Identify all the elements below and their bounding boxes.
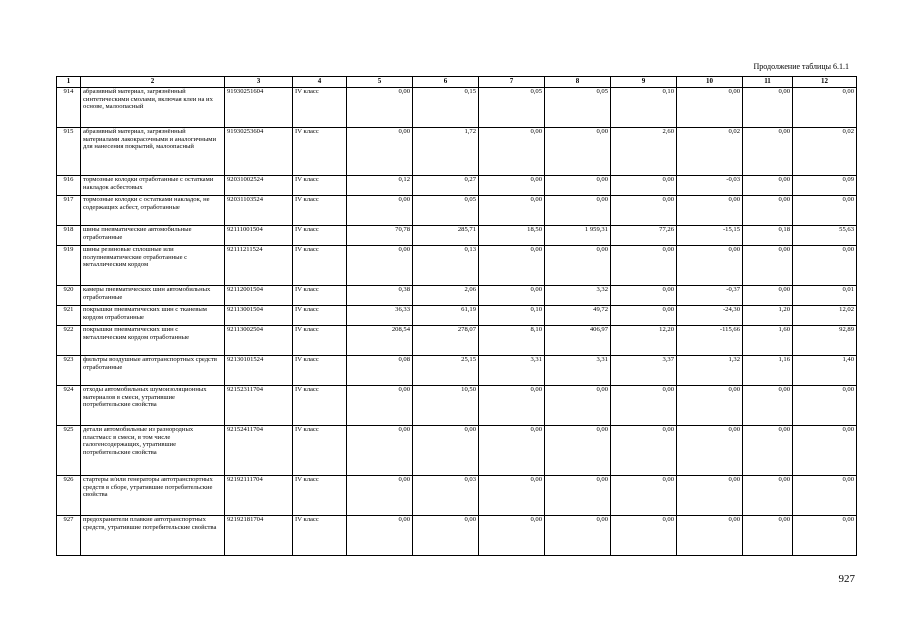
table-cell: фильтры воздушные автотранспортных средств отработанные [81,356,225,386]
table-cell: 0,00 [545,476,611,516]
table-cell: 0,00 [347,196,413,226]
table-cell: 0,00 [347,88,413,128]
table-cell: шины пневматические автомобильные отработанные [81,226,225,246]
table-cell: 0,02 [793,128,857,176]
table-cell: 0,02 [677,128,743,176]
table-cell: 2,06 [413,286,479,306]
table-cell: детали автомобильные из разнородных пластмасс в смеси, в том числе галогенсодержащих, утратившие потребительские свойства [81,426,225,476]
table-cell: 0,00 [793,386,857,426]
table-row [57,326,857,356]
table-row [57,88,857,128]
table-cell: 92,89 [793,326,857,356]
table-cell: 0,00 [545,176,611,196]
table-cell: 0,00 [677,516,743,556]
table-cell: тормозные колодки с остатками накладок, не содержащих асбест, отработанные [81,196,225,226]
table-cell: 0,00 [677,196,743,226]
table-cell: -0,03 [677,176,743,196]
table-cell: -115,66 [677,326,743,356]
table-row [57,516,857,556]
table-cell: 12,20 [611,326,677,356]
table-row [57,226,857,246]
table-row [57,426,857,476]
table-cell: 926 [57,476,81,516]
table-cell: 3,31 [545,356,611,386]
table-cell: 0,00 [347,426,413,476]
table-cell: 0,00 [743,476,793,516]
table-cell: 0,00 [545,386,611,426]
table-cell: 0,00 [545,246,611,286]
table-cell: 0,00 [743,386,793,426]
table-cell: IV класс [293,516,347,556]
table-cell: -15,15 [677,226,743,246]
table-cell: 10,50 [413,386,479,426]
column-header: 9 [611,77,677,88]
table-cell: -0,37 [677,286,743,306]
column-header: 3 [225,77,293,88]
table-cell: 2,60 [611,128,677,176]
table-cell: 92031103524 [225,196,293,226]
table-cell: 92152311704 [225,386,293,426]
table-cell: 0,00 [347,386,413,426]
table-cell: 0,05 [545,88,611,128]
table-cell: 0,00 [743,286,793,306]
table-cell: 0,00 [479,128,545,176]
table-cell: 0,00 [793,88,857,128]
table-cell: 3,37 [611,356,677,386]
table-cell: IV класс [293,128,347,176]
column-header: 6 [413,77,479,88]
table-cell: 918 [57,226,81,246]
table-cell: 0,00 [347,516,413,556]
table-cell: 0,00 [793,476,857,516]
table-cell: 0,00 [611,476,677,516]
table-cell: стартеры и/или генераторы автотранспортных средств в сборе, утратившие потребительские свойства [81,476,225,516]
table-cell: 1,40 [793,356,857,386]
table-cell: 0,00 [743,176,793,196]
table-cell: IV класс [293,246,347,286]
table-cell: 70,78 [347,226,413,246]
table-row [57,386,857,426]
table-cell: 92113001504 [225,306,293,326]
table-cell: 0,00 [743,128,793,176]
table-cell: 0,00 [677,386,743,426]
table-cell: 0,00 [545,516,611,556]
table-cell: 0,00 [743,516,793,556]
table-cell: 25,15 [413,356,479,386]
table-cell: 12,02 [793,306,857,326]
table-cell: 278,07 [413,326,479,356]
table-cell: 0,00 [479,476,545,516]
table-cell: 0,00 [611,386,677,426]
table-cell: покрышки пневматических шин с металлическим кордом отработанные [81,326,225,356]
table-cell: 0,00 [793,196,857,226]
table-body [57,88,857,556]
table-row [57,128,857,176]
table-cell: 92111211524 [225,246,293,286]
table-cell: 1 959,31 [545,226,611,246]
column-header: 10 [677,77,743,88]
table-cell: 0,00 [479,286,545,306]
table-cell: -24,30 [677,306,743,326]
table-cell: 922 [57,326,81,356]
table-cell: IV класс [293,386,347,426]
table-row [57,246,857,286]
table-cell: 0,18 [743,226,793,246]
table-row [57,306,857,326]
table-cell: 3,31 [479,356,545,386]
table-cell: предохранители плавкие автотранспортных средств, утратившие потребительские свойства [81,516,225,556]
column-header: 5 [347,77,413,88]
table-cell: 921 [57,306,81,326]
table-cell: 0,10 [611,88,677,128]
table-row [57,286,857,306]
column-header: 2 [81,77,225,88]
table-cell: 0,00 [677,88,743,128]
table-cell: 0,00 [677,476,743,516]
table-cell: 0,27 [413,176,479,196]
table-cell: 0,08 [347,356,413,386]
table-cell: 0,00 [611,176,677,196]
table-cell: 0,00 [743,246,793,286]
data-table [56,76,857,556]
table-cell: 0,00 [677,426,743,476]
table-caption: Продолжение таблицы 6.1.1 [753,62,849,71]
table-cell: 3,32 [545,286,611,306]
table-cell: 0,10 [479,306,545,326]
table-cell: IV класс [293,426,347,476]
table-cell: 92113002504 [225,326,293,356]
table-cell: абразивный материал, загрязнённый материалами лакокрасочными и аналогичными для нанесения покрытий, малоопасный [81,128,225,176]
table-cell: 0,00 [611,426,677,476]
table-cell: 92130101524 [225,356,293,386]
table-cell: 917 [57,196,81,226]
table-cell: 91930253604 [225,128,293,176]
table-cell: 0,00 [545,196,611,226]
table-cell: IV класс [293,476,347,516]
table-cell: 916 [57,176,81,196]
table-row [57,476,857,516]
table-cell: IV класс [293,88,347,128]
column-header: 12 [793,77,857,88]
table-cell: IV класс [293,196,347,226]
table-header-row [57,77,857,88]
table-cell: IV класс [293,326,347,356]
table-cell: 0,00 [479,426,545,476]
table-cell: 0,00 [347,246,413,286]
table-cell: 0,05 [479,88,545,128]
table-cell: 55,63 [793,226,857,246]
table-cell: 0,00 [479,516,545,556]
table-cell: 925 [57,426,81,476]
table-cell: покрышки пневматических шин с тканевым кордом отработанные [81,306,225,326]
table-cell: 0,00 [611,516,677,556]
table-cell: 0,05 [413,196,479,226]
table-cell: камеры пневматических шин автомобильных отработанные [81,286,225,306]
table-cell: 92111001504 [225,226,293,246]
table-cell: 18,50 [479,226,545,246]
table-cell: 0,01 [793,286,857,306]
table-cell: 919 [57,246,81,286]
table-cell: 924 [57,386,81,426]
table-cell: IV класс [293,286,347,306]
table-cell: IV класс [293,176,347,196]
table-cell: 0,13 [413,246,479,286]
table-cell: шины резиновые сплошные или полупневматические отработанные с металлическим кордом [81,246,225,286]
table-cell: 0,15 [413,88,479,128]
table-cell: 0,00 [677,246,743,286]
table-cell: 915 [57,128,81,176]
table-cell: 208,54 [347,326,413,356]
table-cell: 0,00 [793,246,857,286]
table-cell: тормозные колодки отработанные с остатками накладок асбестовых [81,176,225,196]
table-cell: 0,00 [743,196,793,226]
table-cell: отходы автомобильных шумоизоляционных материалов в смеси, утратившие потребительские свойства [81,386,225,426]
table-cell: 920 [57,286,81,306]
table-cell: абразивный материал, загрязнённый синтетическими смолами, включая клеи на их основе, малоопасный [81,88,225,128]
table-cell: IV класс [293,356,347,386]
column-header: 4 [293,77,347,88]
table-cell: 0,00 [545,426,611,476]
column-header: 1 [57,77,81,88]
table-cell: 0,00 [743,426,793,476]
table-cell: 36,33 [347,306,413,326]
table-cell: 49,72 [545,306,611,326]
table-row [57,176,857,196]
table-cell: 0,00 [347,476,413,516]
table-cell: 0,00 [413,426,479,476]
table-cell: 0,00 [479,176,545,196]
table-cell: 0,00 [545,128,611,176]
page-number: 927 [838,573,855,585]
table-cell: 0,09 [793,176,857,196]
table-cell: 0,00 [611,246,677,286]
table-cell: 285,71 [413,226,479,246]
table-cell: 1,20 [743,306,793,326]
column-header: 11 [743,77,793,88]
table-cell: 0,00 [793,516,857,556]
table-cell: 406,97 [545,326,611,356]
table-cell: 0,00 [413,516,479,556]
table-cell: 0,00 [793,426,857,476]
table-cell: 0,00 [479,196,545,226]
table-cell: 0,38 [347,286,413,306]
table-row [57,196,857,226]
table-cell: 923 [57,356,81,386]
table-cell: 1,60 [743,326,793,356]
table-cell: 92152411704 [225,426,293,476]
table-cell: IV класс [293,226,347,246]
table-cell: 77,26 [611,226,677,246]
column-header: 8 [545,77,611,88]
table-cell: 92112001504 [225,286,293,306]
table-cell: 0,00 [611,306,677,326]
table-cell: 61,19 [413,306,479,326]
table-cell: 1,72 [413,128,479,176]
table-cell: 92031002524 [225,176,293,196]
table-cell: 0,00 [479,246,545,286]
table-cell: 1,32 [677,356,743,386]
table-cell: 0,00 [743,88,793,128]
table-cell: 0,03 [413,476,479,516]
table-cell: 0,00 [611,286,677,306]
table-cell: 1,16 [743,356,793,386]
table-cell: IV класс [293,306,347,326]
column-header: 7 [479,77,545,88]
table-cell: 8,10 [479,326,545,356]
table-row [57,356,857,386]
table-cell: 92192181704 [225,516,293,556]
table-cell: 927 [57,516,81,556]
table-cell: 92192111704 [225,476,293,516]
table-cell: 0,12 [347,176,413,196]
table-cell: 0,00 [611,196,677,226]
table-cell: 914 [57,88,81,128]
table-cell: 91930251604 [225,88,293,128]
table-cell: 0,00 [347,128,413,176]
table-cell: 0,00 [479,386,545,426]
